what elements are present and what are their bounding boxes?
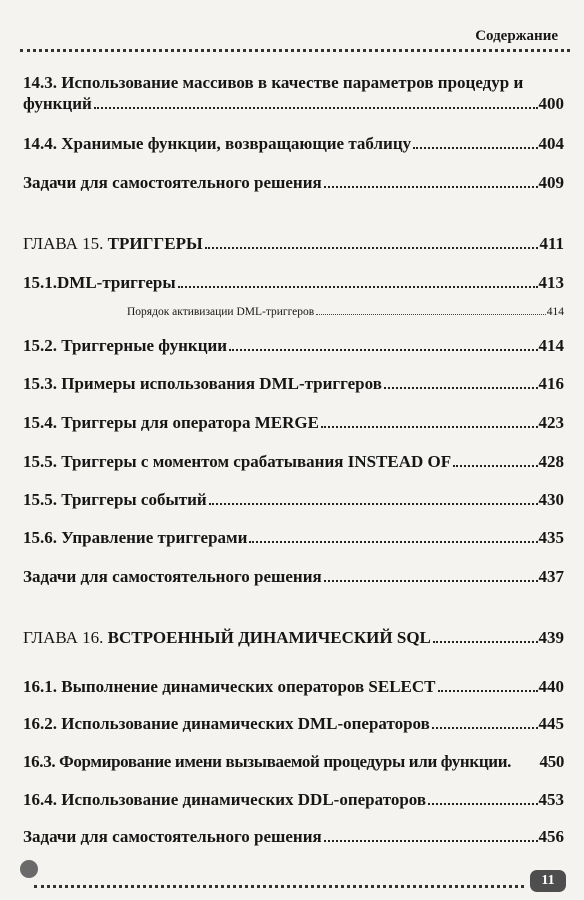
running-header-title: Содержание: [475, 28, 558, 44]
toc-page-number: 428: [538, 452, 564, 471]
toc-entry-title: 15.1.DML-триггеры: [23, 273, 176, 292]
toc-page-number: 423: [538, 413, 564, 432]
toc-page-number: 409: [538, 173, 564, 192]
toc-page-number: 445: [538, 714, 564, 733]
toc-page-number: 400: [538, 94, 564, 113]
page-number-badge: 11: [530, 870, 566, 892]
leader-dots: [324, 840, 538, 842]
leader-dots: [94, 107, 538, 109]
toc-entry-14-4: [23, 133, 564, 154]
toc-entry-16-3: [23, 751, 564, 772]
toc-entry-title: 16.4. Использование динамических DDL-операторов: [23, 790, 427, 809]
toc-entry-15-1: [23, 272, 564, 293]
toc-page-number: 440: [538, 677, 564, 696]
toc-entry-title: Задачи для самостоятельного решения: [23, 173, 322, 192]
toc-subentry-activation-order: [127, 305, 564, 319]
toc-page-number: 414: [546, 306, 564, 318]
leader-dots: [438, 690, 538, 692]
toc-entry-title: 15.4. Триггеры для оператора MERGE: [23, 413, 319, 432]
leader-dots: [205, 247, 539, 249]
chapter-label: ГЛАВА 15.: [23, 234, 108, 253]
toc-entry-title: 16.2. Использование динамических DML-операторов: [23, 714, 430, 733]
footer-bullet-icon: [20, 860, 38, 878]
toc-entry-title: 16.1. Выполнение динамических операторов SELECT: [23, 677, 436, 696]
toc-page-number: 414: [538, 336, 564, 355]
toc-chapter-16: [23, 627, 564, 648]
leader-dots: [229, 349, 537, 351]
leader-dots: [324, 186, 538, 188]
toc-entry-15-5-events: [23, 489, 564, 510]
toc-page-number: 450: [539, 752, 564, 771]
toc-page-number: 456: [538, 827, 564, 846]
toc-entry-16-4: [23, 789, 564, 810]
leader-dots: [178, 286, 538, 288]
toc-entry-title: 16.3. Формирование имени вызываемой процедуры или функции.: [23, 752, 512, 771]
toc-entry-16-1: [23, 676, 564, 697]
toc-page-number: 430: [538, 490, 564, 509]
toc-page-number: 416: [538, 374, 564, 393]
toc-page-number: 413: [538, 273, 564, 292]
leader-dots: [428, 803, 537, 805]
toc-entry-16-2: [23, 713, 564, 734]
toc-entry-15-4: [23, 412, 564, 433]
leader-dots: [316, 314, 546, 315]
toc-entry-title: 15.6. Управление триггерами: [23, 528, 248, 547]
leader-dots: [249, 541, 537, 543]
leader-dots: [384, 387, 538, 389]
toc-entry-title: Задачи для самостоятельного решения: [23, 827, 322, 846]
toc-entry-15-3: [23, 373, 564, 394]
leader-dots: [321, 426, 538, 428]
leader-dots: [413, 147, 537, 149]
leader-dots: [432, 727, 538, 729]
toc-entry-15-5-instead-of: [23, 451, 564, 472]
toc-entry-title: Задачи для самостоятельного решения: [23, 567, 322, 586]
toc-page-number: 439: [538, 628, 564, 647]
toc-entry-title: Порядок активизации DML-триггеров: [127, 306, 315, 318]
toc-entry-15-2: [23, 335, 564, 356]
toc-entry-title-line1: 14.3. Использование массивов в качестве параметров процедур и: [23, 73, 524, 92]
chapter-title: ВСТРОЕННЫЙ ДИНАМИЧЕСКИЙ SQL: [107, 628, 431, 647]
toc-entry-15-6: [23, 527, 564, 548]
toc-entry-title: 14.4. Хранимые функции, возвращающие таблицу: [23, 134, 412, 153]
leader-dots: [324, 580, 538, 582]
chapter-label: ГЛАВА 16.: [23, 628, 108, 647]
toc-entry-title: 15.5. Триггеры с моментом срабатывания INSTEAD OF: [23, 452, 452, 471]
toc-entry-tasks-15: [23, 566, 564, 587]
toc-entry-tasks-16: [23, 826, 564, 847]
header-dotted-rule: [20, 49, 570, 52]
toc-page-number: 411: [539, 234, 564, 253]
toc-page-number: 453: [538, 790, 564, 809]
toc-entry-tasks-14: [23, 172, 564, 193]
toc-entry-title-line2: функций: [23, 94, 92, 113]
leader-dots: [433, 641, 538, 643]
toc-chapter-15: [23, 233, 564, 254]
toc-entry-14-3: [23, 72, 564, 114]
leader-dots: [209, 503, 538, 505]
toc-page-number: 437: [538, 567, 564, 586]
toc-page-number: 435: [538, 528, 564, 547]
toc-page-number: 404: [538, 134, 564, 153]
chapter-title: ТРИГГЕРЫ: [107, 234, 203, 253]
leader-dots: [453, 465, 537, 467]
toc-entry-title: 15.5. Триггеры событий: [23, 490, 207, 509]
footer-dotted-rule: [34, 885, 524, 888]
toc-entry-title: 15.2. Триггерные функции: [23, 336, 228, 355]
toc-entry-title: 15.3. Примеры использования DML-триггеров: [23, 374, 382, 393]
